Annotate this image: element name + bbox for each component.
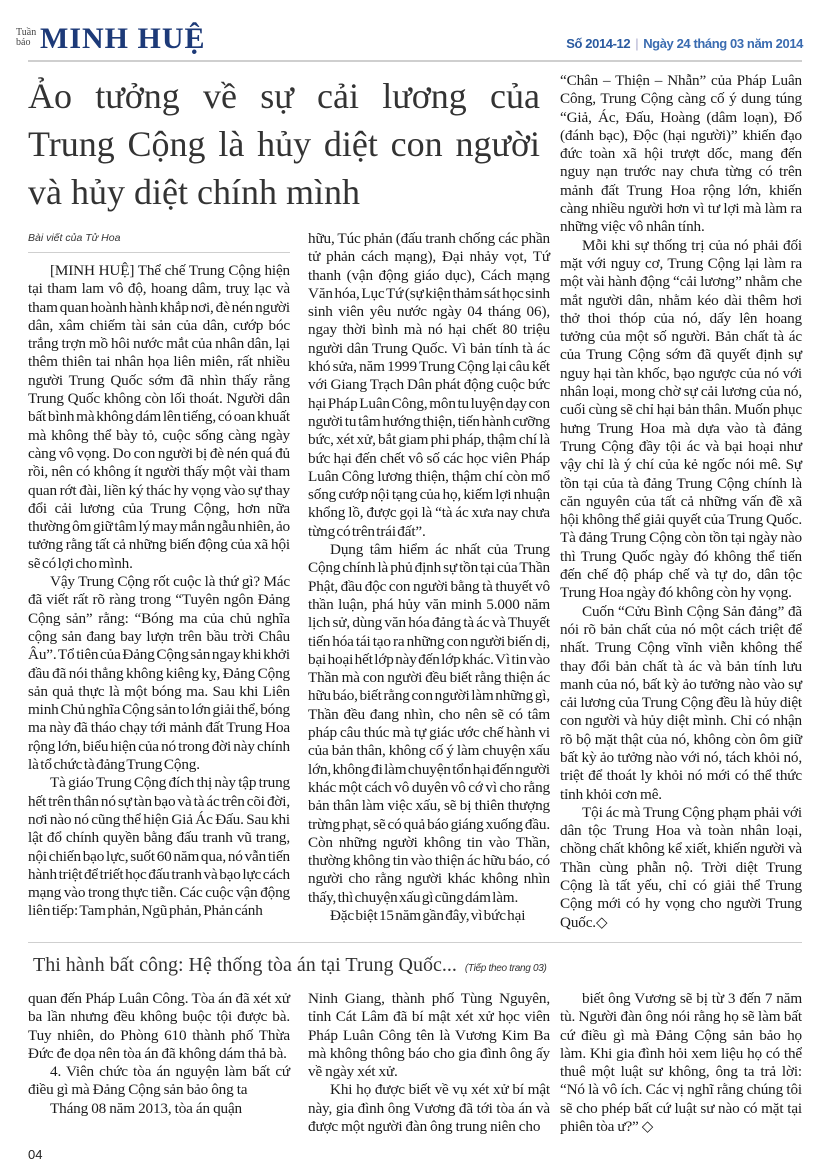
header-divider — [28, 60, 802, 62]
masthead-prefix — [16, 28, 36, 48]
issue-number: Số 2014-12 — [566, 36, 631, 51]
masthead-prefix-line2: báo — [16, 37, 31, 48]
article-column-1 — [28, 262, 290, 921]
paragraph: Khi họ được biết về vụ xét xử bí mật này, gia đình ông Vương đã tới tòa án và được một người đàn ông trung niên cho — [308, 1081, 550, 1136]
paragraph: hữu, Túc phản (đấu tranh chống các phần tử phản cách mạng), Đại nhảy vọt, Tứ thanh (vận động giáo dục), Cách mạng Văn hóa, Lục Tứ (sự kiện thảm sát học sinh sinh viên yêu nước ngày 04 tháng 06), ngay thời bình mà nó hại chết 80 triệu người dân Trung Quốc. Vì bản tính tà ác khó sửa, năm 1999 Trung Cộng lại câu kết với Giang Trạch Dân phát động cuộc bức hại Pháp Luân Công, môn tu luyện dạy con người tu tâm hướng thiện, tiến hành cưỡng bức, xét xử, bắt giam phi pháp, thậm chí là bức hại đến chết vô số các học viên Pháp Luân Công lương thiện, thậm chí còn mổ sống cướp nội tạng của họ, kiếm lợi nhuận khổng lồ, được gọi là “tà ác xưa nay chưa từng có trên trái đất”. — [308, 230, 550, 540]
paragraph: 4. Viên chức tòa án nguyện làm bất cứ điều gì mà Đảng Cộng sản bảo ông ta — [28, 1063, 290, 1099]
issue-separator: | — [635, 36, 639, 51]
page-number: 04 — [28, 1147, 43, 1162]
masthead-logo: MINH HUỆ — [40, 22, 206, 55]
paragraph: Vậy Trung Cộng rốt cuộc là thứ gì? Mác đã viết rất rõ ràng trong “Tuyên ngôn Đảng Cộng sản” rằng: “Bóng ma của chủ nghĩa cộng sản đang bay lượn trên bầu trời Châu Âu”. Tổ tiên của Đảng Cộng sản ngay khi khởi đầu đã nói thẳng không kiêng kỵ, Đảng Cộng sản quả thực là một bóng ma. Sau khi Liên minh Chủ nghĩa Cộng sản to lớn giải thể, bóng ma này đã tháo chạy tới mảnh đất Trung Hoa rộng lớn, biểu hiện của nó trong đời này chính là tổ chức tà đảng Trung Cộng. — [28, 573, 290, 774]
paragraph: “Chân – Thiện – Nhẫn” của Pháp Luân Công, Trung Cộng càng cố ý dung túng “Giả, Ác, Đấu, Hoàng (dâm loạn), Đổ (đánh bạc), Độc (hại người)” khiến đạo đức toàn xã hội trượt dốc, mang đến nguy nạn trước nay chưa từng có trên mảnh đất Trung Hoa rộng lớn, khiến càng nhiều người hơn vì tư lợi mà làm ra những việc vô nhân tính. — [560, 72, 802, 236]
continued-column-3 — [560, 990, 802, 1136]
paragraph: Dụng tâm hiểm ác nhất của Trung Cộng chính là phủ định sự tồn tại của Thần Phật, đầu độc con người bằng tà thuyết vô thần luận, phá hủy văn minh 5.000 năm lịch sử, dùng văn hóa đảng tà ác và Thuyết tiến hóa tái tạo ra những con người biến dị, bại hoại hết lớp này đến lớp khác. Vì tin vào Thần mà con người đều biết rằng thiện ác hữu báo, biết rằng con người làm những gì, Thần đều đang nhìn, cho nên sẽ có tâm pháp câu thúc mà tự giác ước chế hành vi của bản thân, không cố ý làm chuyện xấu lớn, không đi làm chuyện tổn hại đến người khác một cách vô duyên vô cớ vì cho rằng bản thân làm việc xấu, sẽ bị thiên thượng trừng phạt, sẽ có quả báo giáng xuống đầu. Còn những người không tin vào Thần, thường không tin vào thiện ác hữu báo, có người cho rằng người khác không nhìn thấy, thì chuyện xấu gì cũng dám làm. — [308, 541, 550, 906]
paragraph: Ninh Giang, thành phố Tùng Nguyên, tỉnh Cát Lâm đã bí mật xét xử học viên Pháp Luân Công tên là Vương Kim Ba mà không thông báo cho gia đình ông ấy về ngày xét xử. — [308, 990, 550, 1081]
continued-article-title — [33, 953, 547, 981]
article-title: Ảo tưởng về sự cải lương của Trung Cộng là hủy diệt con người và hủy diệt chính mình — [28, 76, 540, 212]
paragraph: Tháng 08 năm 2013, tòa án quận — [50, 1099, 242, 1117]
paragraph: Tà giáo Trung Cộng đích thị này tập trung hết trên thân nó sự tàn bạo và tà ác trên cõi đời, nơi nào nó cũng thể hiện Giả Ác Đấu. Sau khi lật đổ chính quyền bằng đấu tranh vũ trang, nội chiến bạo lực, suốt 60 năm qua, nó vẫn tiến hành triệt để triết học đấu tranh và bạo lực cách mạng vào trong thực tiễn. Các cuộc vận động liên tiếp: Tam phản, Ngũ phản, Phản cánh — [28, 774, 290, 920]
byline-divider — [28, 252, 290, 253]
article-byline: Bài viết của Tử Hoa — [28, 232, 121, 244]
issue-info — [566, 36, 803, 51]
continued-title-text: Thi hành bất công: Hệ thống tòa án tại Trung Quốc... — [33, 954, 457, 976]
article-column-3 — [560, 72, 802, 932]
paragraph: Đặc biệt 15 năm gần đây, vì bức hại — [330, 906, 526, 924]
paragraph: [MINH HUỆ] Thể chế Trung Cộng hiện tại tham lam vô độ, hoang dâm, truỵ lạc và tham quan hoành hành khắp nơi, đè nén người dân, xâm chiếm tài sản của dân, cướp bóc trắng trợn mồ hôi nước mắt của nhân dân, lại thêm thiên tai nhân họa liên miên, rất nhiều người Trung Quốc sớm đã nhìn thấy rằng Trung Quốc không còn lối thoát. Người dân bất bình mà không dám lên tiếng, có oan khuất mà không thể bày tỏ, cuộc sống càng ngày càng vô vọng. Do con người bị đè nén quá đủ rồi, nên có không ít người thấy một vài tham quan rớt đài, liền ký thác hy vọng vào sự thay đổi cải lương của Trung Cộng, hơn nữa thường ôm giữ tâm lý may mắn ngẫu nhiên, ảo tưởng rằng tất cả những biến động của xã hội sẽ có lợi cho mình. — [28, 262, 290, 572]
paragraph: biết ông Vương sẽ bị từ 3 đến 7 năm tù. Người đàn ông nói rằng họ sẽ làm bất cứ điều gì mà Đảng Cộng sản bảo họ làm. Khi gia đình hỏi xem liệu họ có thể thuê một luật sư không, ông ta trả lời: “Nó là vô ích. Các vị nghĩ rằng chúng tôi sẽ cho phép bất cứ luật sư nào có mặt tại phiên tòa ư?” ◇ — [560, 990, 802, 1136]
continued-column-2 — [308, 990, 550, 1136]
paragraph: quan đến Pháp Luân Công. Tòa án đã xét xử ba lần nhưng đều không buộc tội được bà. Tuy nhiên, do Phòng 610 thành phố Thừa Đức đe dọa nên tòa án đã không dám thả bà. — [28, 990, 290, 1062]
paragraph: Cuốn “Cửu Bình Cộng Sản đảng” đã nói rõ bản chất của nó một cách triệt để nhất. Trung Cộng vĩnh viễn không thể thay đổi bản chất tà ác và bản tính lưu manh của nó, bất kỳ ảo tưởng nào vào sự cải lương của Trung Cộng đều là hủy diệt con người và hủy diệt mình. Chỉ có nhận rõ bộ mặt thật của nó, không còn ôm giữ bất kỳ ảo tưởng nào với nó, tách khỏi nó, triệt để thoát ly khỏi nó mới có thể thức tỉnh khỏi cơn mê. — [560, 602, 802, 803]
section-divider — [28, 942, 802, 943]
paragraph: Tội ác mà Trung Cộng phạm phải với dân tộc Trung Hoa và toàn nhân loại, chồng chất không kể xiết, khiến người và Thần cùng phẫn nộ. Trời diệt Trung Cộng là tất yếu, chỉ có giải thể Trung Cộng mới có hy vọng cho người Trung Quốc.◇ — [560, 803, 802, 931]
continued-column-1 — [28, 990, 290, 1118]
masthead-prefix-line1: Tuần — [16, 27, 37, 38]
issue-date: Ngày 24 tháng 03 năm 2014 — [643, 36, 803, 51]
continued-from-note: (Tiếp theo trang 03) — [464, 963, 547, 974]
paragraph: Mỗi khi sự thống trị của nó phải đối mặt với nguy cơ, Trung Cộng lại làm ra một vài hành động “cải lương” nhằm che mắt người dân, nhằm kéo dài thêm hơi thở thoi thóp của nó, dấy lên hoang tưởng của một số người. Bản chất tà ác của Trung Cộng sớm đã quyết định sự nguy hại tàn khốc, bạo ngược của nó với nhân loại, mong chờ sự cải lương của nó, cuối cùng sẽ chỉ hại bản thân. Muốn phục hưng Trung Hoa mà dựa vào tà đảng Trung Cộng đầy tội ác và bại hoại như vậy chỉ là ý chí của kẻ ngốc nói mê. Sự tồn tại của tà đảng Trung Cộng chính là căn nguyên của tất cả những vấn đề xã hội không thể giải quyết của Trung Quốc. Tà đảng Trung Cộng còn tồn tại ngày nào thì Trung Quốc ngày đó không thể tiến đến chế độ pháp chế và tự do, dân tộc Trung Hoa ngày đó không còn hy vọng. — [560, 236, 802, 602]
article-column-2 — [308, 230, 550, 925]
